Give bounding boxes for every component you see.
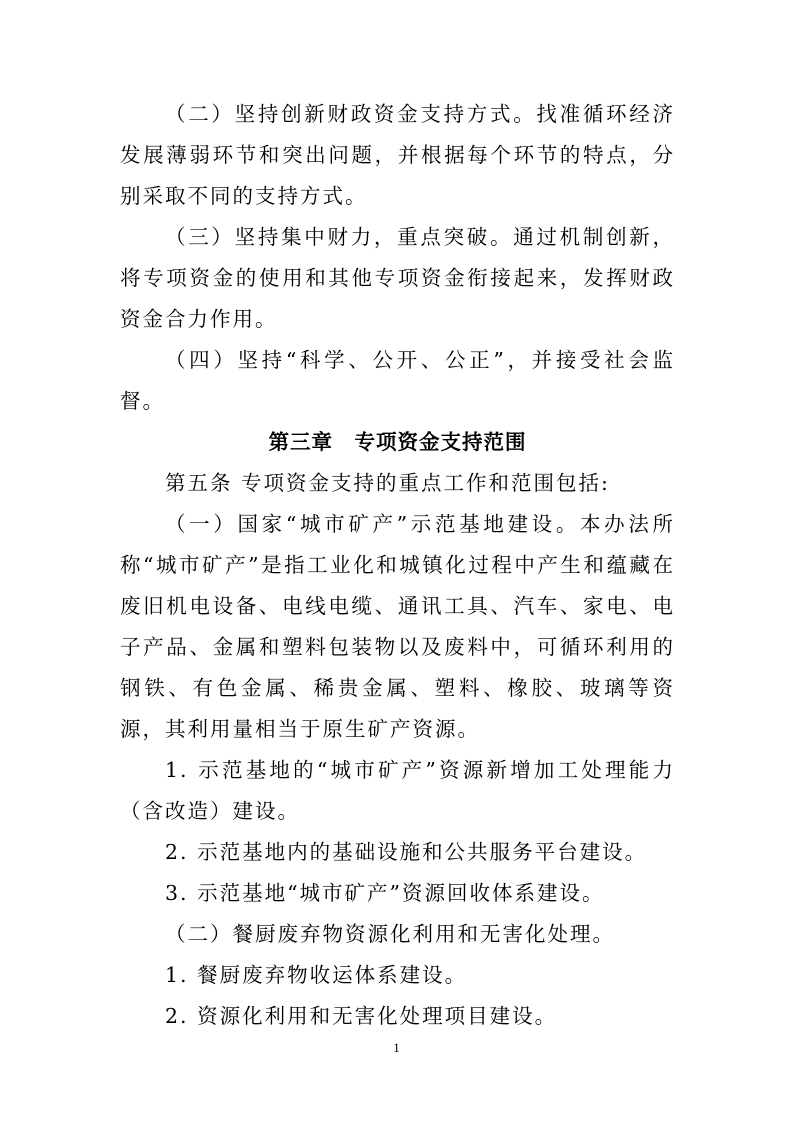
paragraph-urban-mining: （一）国家“城市矿产”示范基地建设。本办法所称“城市矿产”是指工业化和城镇化过程中产生和蕴藏在废旧机电设备、电线电缆、通讯工具、汽车、家电、电子产品、金属和塑料包装物以及废料中，可循环利用的钢铁、有色金属、稀贵金属、塑料、橡胶、玻璃等资源，其利用量相当于原生矿产资源。	[120, 512, 675, 741]
chapter-heading: 第三章 专项资金支持范围	[268, 430, 527, 454]
document-body	[120, 94, 675, 1037]
list-item-urban-mining-3: 3. 示范基地“城市矿产”资源回收体系建设。	[165, 881, 605, 905]
page-number: 1	[393, 1040, 400, 1055]
paragraph-principle-4: （四）坚持“科学、公开、公正”，并接受社会监督。	[120, 348, 675, 413]
paragraph-principle-3: （三）坚持集中财力，重点突破。通过机制创新，将专项资金的使用和其他专项资金衔接起来，发挥财政资金合力作用。	[120, 225, 675, 331]
list-item-kitchen-waste-1: 1. 餐厨废弃物收运体系建设。	[165, 963, 468, 987]
list-item-urban-mining-1: 1. 示范基地的“城市矿产”资源新增加工处理能力（含改造）建设。	[120, 758, 675, 823]
list-item-kitchen-waste-2: 2. 资源化利用和无害化处理项目建设。	[165, 1004, 558, 1028]
paragraph-principle-2: （二）坚持创新财政资金支持方式。找准循环经济发展薄弱环节和突出问题，并根据每个环节的特点，分别采取不同的支持方式。	[120, 102, 675, 208]
article-5-intro: 第五条 专项资金支持的重点工作和范围包括:	[165, 471, 610, 495]
paragraph-kitchen-waste: （二）餐厨废弃物资源化利用和无害化处理。	[165, 922, 615, 946]
list-item-urban-mining-2: 2. 示范基地内的基础设施和公共服务平台建设。	[165, 840, 648, 864]
